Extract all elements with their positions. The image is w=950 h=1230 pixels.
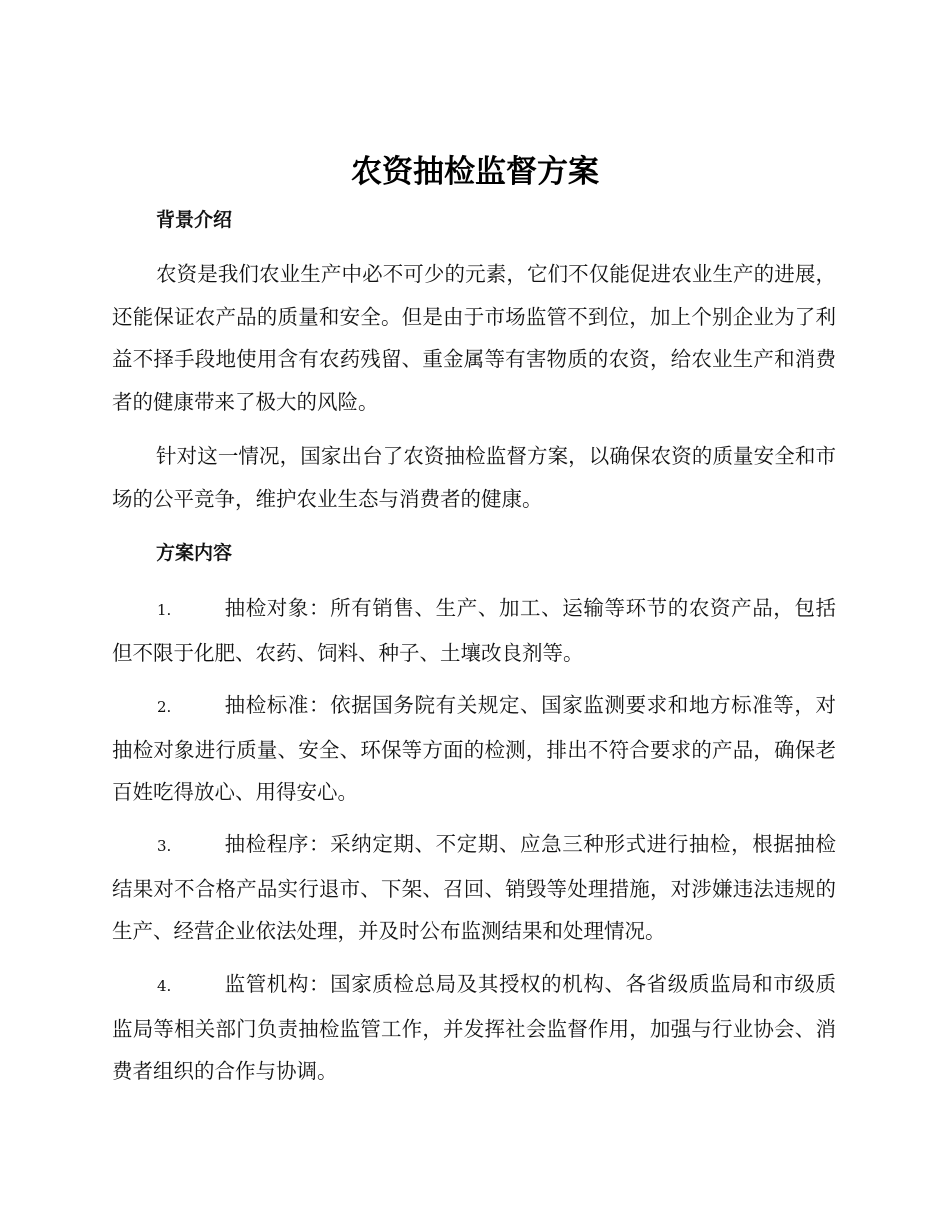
plan-item-text: 抽检标准：依据国务院有关规定、国家监测要求和地方标准等，对抽检对象进行质量、安全、环保等方面的检测，排出不符合要求的产品，确保老百姓吃得放心、用得安心。	[112, 693, 836, 804]
plan-item-3	[112, 823, 836, 953]
section-heading-plan-content: 方案内容	[156, 542, 233, 564]
plan-item-text: 抽检对象：所有销售、生产、加工、运输等环节的农资产品，包括但不限于化肥、农药、饲料、种子、土壤改良剂等。	[112, 596, 836, 665]
plan-item-number: 3.	[157, 837, 172, 855]
plan-item-number: 2.	[157, 698, 172, 716]
plan-item-number: 1.	[157, 601, 172, 619]
section-heading-background: 背景介绍	[156, 209, 233, 231]
document-title: 农资抽检监督方案	[351, 154, 599, 190]
plan-item-text: 监管机构：国家质检总局及其授权的机构、各省级质监局和市级质监局等相关部门负责抽检监管工作，并发挥社会监督作用，加强与行业协会、消费者组织的合作与协调。	[112, 972, 836, 1083]
background-paragraph-2: 针对这一情况，国家出台了农资抽检监督方案，以确保农资的质量安全和市场的公平竞争，维护农业生态与消费者的健康。	[112, 444, 836, 511]
plan-item-1	[112, 587, 836, 674]
plan-item-2	[112, 684, 836, 814]
background-paragraph-1: 农资是我们农业生产中必不可少的元素，它们不仅能促进农业生产的进展，还能保证农产品的质量和安全。但是由于市场监管不到位，加上个别企业为了利益不择手段地使用含有农药残留、重金属等有害物质的农资，给农业生产和消费者的健康带来了极大的风险。	[112, 262, 836, 414]
plan-item-4	[112, 963, 836, 1093]
plan-item-text: 抽检程序：采纳定期、不定期、应急三种形式进行抽检，根据抽检结果对不合格产品实行退市、下架、召回、销毁等处理措施，对涉嫌违法违规的生产、经营企业依法处理，并及时公布监测结果和处理情况。	[112, 832, 836, 943]
plan-item-number: 4.	[157, 977, 172, 995]
